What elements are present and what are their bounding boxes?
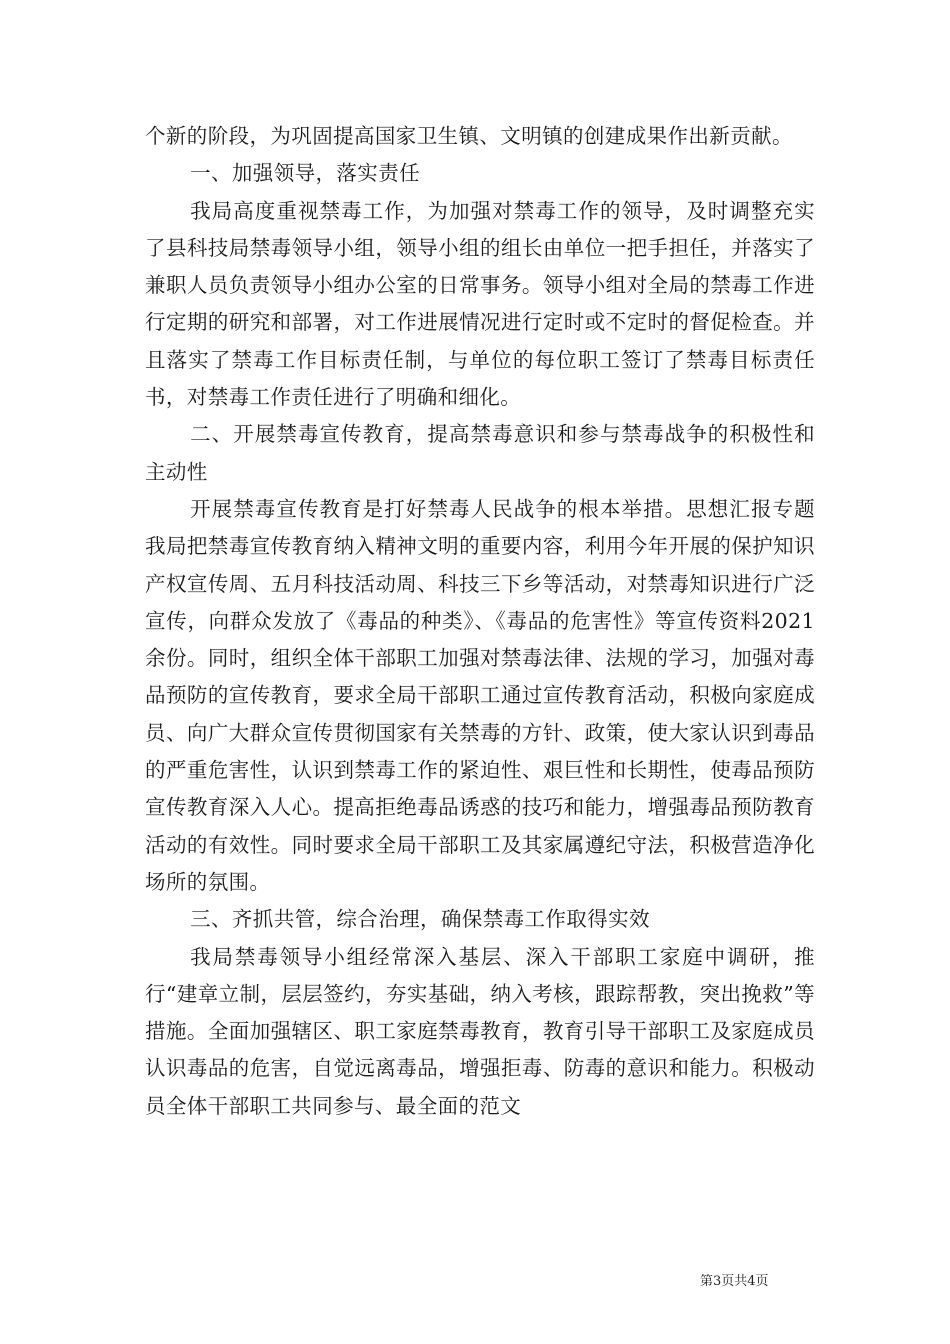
paragraph-continuation: 个新的阶段，为巩固提高国家卫生镇、文明镇的创建成果作出新贡献。: [145, 124, 793, 148]
document-body: [145, 118, 815, 1125]
page-number-footer: 第3页共4页: [700, 1274, 769, 1289]
section-heading-3: 三、齐抓共管，综合治理，确保禁毒工作取得实效: [190, 907, 650, 932]
section-heading-2: 二、开展禁毒宣传教育，提高禁毒意识和参与禁毒战争的积极性和主动性: [145, 422, 815, 484]
paragraph-section-2: 开展禁毒宣传教育是打好禁毒人民战争的根本举措。思想汇报专题我局把禁毒宣传教育纳入精神文明的重要内容，利用今年开展的保护知识产权宣传周、五月科技活动周、科技三下乡等活动，对禁毒知识进行广泛宣传，向群众发放了《毒品的种类》、《毒品的危害性》等宣传资料2021余份。同时，组织全体干部职工加强对禁毒法律、法规的学习，加强对毒品预防的宣传教育，要求全局干部职工通过宣传教育活动，积极向家庭成员、向广大群众宣传贯彻国家有关禁毒的方针、政策，使大家认识到毒品的严重危害性，认识到禁毒工作的紧迫性、艰巨性和长期性，使毒品预防宣传教育深入人心。提高拒绝毒品诱惑的技巧和能力，增强毒品预防教育活动的有效性。同时要求全局干部职工及其家属遵纪守法，积极营造净化场所的氛围。: [145, 496, 815, 894]
paragraph-section-1: 我局高度重视禁毒工作，为加强对禁毒工作的领导，及时调整充实了县科技局禁毒领导小组，领导小组的组长由单位一把手担任，并落实了兼职人员负责领导小组办公室的日常事务。领导小组对全局的禁毒工作进行定期的研究和部署，对工作进展情况进行定时或不定时的督促检查。并且落实了禁毒工作目标责任制，与单位的每位职工签订了禁毒目标责任书，对禁毒工作责任进行了明确和细化。: [145, 198, 815, 410]
paragraph-section-3: 我局禁毒领导小组经常深入基层、深入干部职工家庭中调研，推行“建章立制，层层签约，夯实基础，纳入考核，跟踪帮教，突出挽救”等措施。全面加强辖区、职工家庭禁毒教育，教育引导干部职工及家庭成员认识毒品的危害，自觉远离毒品，增强拒毒、防毒的意识和能力。积极动员全体干部职工共同参与、最全面的范文: [145, 944, 815, 1118]
section-heading-1: 一、加强领导，落实责任: [190, 161, 420, 186]
